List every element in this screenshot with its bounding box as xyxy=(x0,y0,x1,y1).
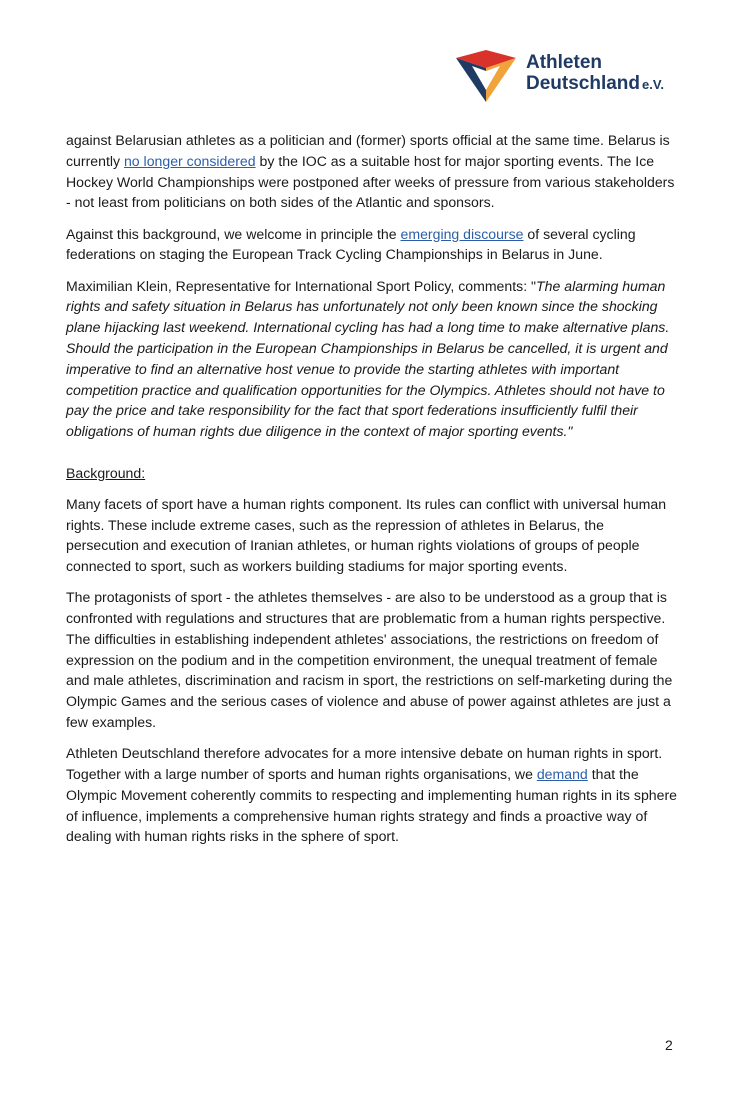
logo-suffix: e.V. xyxy=(642,77,664,92)
p6-text-before: Athleten Deutschland therefore advocates for a more intensive debate on human rights in sport. Together with a large number of sports and human rights organisations, we xyxy=(66,745,663,783)
paragraph-protagonists: The protagonists of sport - the athletes themselves - are also to be understood as a group that is confronted with regulations and structures that are problematic from a human rights perspective. The difficulties in establishing independent athletes' associations, the restrictions on freedom of expression on the podium and in the competition environment, the unequal treatment of female and male athletes, discrimination and racism in sport, the restrictions on self-marketing during the Olympic Games and the serious cases of violence and abuse of power against athletes are just a few examples. xyxy=(66,589,673,731)
klein-quote: The alarming human rights and safety situation in Belarus has unfortunately not only been known since the shocking plane hijacking last weekend. International cycling has had a long time to make alternative plans. Should the participation in the European Championships in Belarus be cancelled, it is urgent and imperative to find an alternative host venue to provide the starting athletes with important competition practice and qualification opportunities for the Olympics. Athletes should not have to pay the price and take responsibility for the fact that sport federations insufficiently fulfil their obligations of human rights due diligence in the context of major sporting events." xyxy=(66,277,670,440)
page-number: 2 xyxy=(665,1037,673,1053)
background-heading-line xyxy=(66,463,678,484)
paragraph-human-rights-component: Many facets of sport have a human rights component. Its rules can conflict with universal human rights. These include extreme cases, such as the repression of athletes in Belarus, the persecution and execution of Iranian athletes, or human rights violations of groups of people connected to sport, such as workers building stadiums for major sporting events. xyxy=(66,495,667,575)
p6-text-after: that the Olympic Movement coherently commits to respecting and implementing human rights in its sphere of influence, implements a comprehensive human rights strategy and finds a proactive way of dealing with human rights risks in the sphere of sport. xyxy=(66,766,677,845)
link-no-longer-considered[interactable]: no longer considered xyxy=(123,152,256,169)
logo-wordmark xyxy=(526,52,664,95)
p1-text-before: against Belarusian athletes as a politician and (former) sports official at the same time. Belarus is currently xyxy=(66,132,670,169)
p2-text-after: of several cycling federations on staging the European Track Cycling Championships in Belarus in June. xyxy=(66,225,636,263)
paragraph-advocacy xyxy=(66,743,678,847)
link-emerging-discourse[interactable]: emerging discourse xyxy=(400,225,524,242)
logo-deutschland-text: Deutschland xyxy=(526,73,641,94)
p1-text-after: by the IOC as a suitable host for major sporting events. The Ice Hockey World Championships were postponed after weeks of pressure from various stakeholders - not least from politicians on both sides of the Atlantic and sponsors. xyxy=(66,152,675,211)
background-heading: Background: xyxy=(66,464,146,481)
paragraph-cycling-federations xyxy=(66,224,678,266)
paragraph-belarus-host xyxy=(66,130,678,213)
athleten-deutschland-logo xyxy=(454,50,674,104)
p2-text-before: Against this background, we welcome in principle the xyxy=(66,225,401,242)
logo-shield-icon xyxy=(454,50,518,102)
link-demand[interactable]: demand xyxy=(536,766,588,783)
logo-line-athleten: Athleten xyxy=(526,52,602,73)
document-body xyxy=(66,130,678,858)
logo-line-deutschland xyxy=(526,73,664,95)
p3-text-before: Maximilian Klein, Representative for International Sport Policy, comments: " xyxy=(66,277,537,294)
paragraph-klein-quote xyxy=(66,276,678,442)
